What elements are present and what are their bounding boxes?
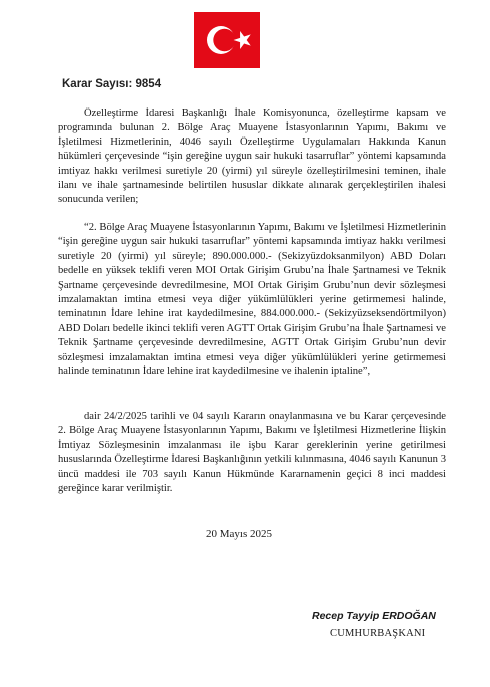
turkish-flag-emblem: [194, 12, 260, 68]
decree-number: Karar Sayısı: 9854: [62, 78, 162, 90]
paragraph-quoted-decision: “2. Bölge Araç Muayene İstasyonlarının Yapımı, Bakımı ve İşletilmesi Hizmetlerinin “işin gereğine uygun sair hukuki tasarruflar” yöntemi kapsamında imtiyaz hakkı verilmesi suretiyle 20 (yirmi) yıl süreyle; 890.000.000.- (Sekizyüzdoksanmilyon) ABD Doları bedelle en yüksek teklifi veren MOI Ortak Girişim Grubu’na İhale Şartnamesi ve Teknik Şartname çerçevesinde devredilmesine, MOI Ortak Girişim Grubu’nun devir sözleşmesi imzalamaktan imtina etmesi veya diğer yükümlülükleri yerine getirmemesi halinde, teminatının İdare lehine irat kaydedilmesine, 884.000.000.- (Sekizyüzseksendörtmilyon) ABD Doları bedelle ikinci teklifi veren AGTT Ortak Girişim Grubu’na İhale Şartnamesi ve Teknik Şartname çerçevesinde devredilmesine, AGTT Ortak Girişim Grubu’nun devir sözleşmesi imzalamaktan imtina etmesi veya diğer yükümlülükleri yerine getirmemesi halinde teminatının İdare lehine irat kaydedilmesine ve ihalenin iptaline”,: [58, 222, 446, 378]
paragraph-resolution: dair 24/2/2025 tarihli ve 04 sayılı Kararın onaylanmasına ve bu Karar çerçevesinde 2. Bölge Araç Muayene İstasyonlarının Yapımı, Bakımı ve İşletilmesi Hizmetlerine İlişkin İmtiyaz Sözleşmesinin imzalanması ile işbu Karar gereklerinin yerine getirilmesi hususlarında Özelleştirme İdaresi Başkanlığının yetkili kılınmasına, 4046 sayılı Kanunun 3 üncü maddesi ile 703 sayılı Kanun Hükmünde Kararnamenin geçici 8 inci maddesi gereğince karar verilmiştir.: [58, 411, 446, 495]
signer-name: Recep Tayyip ERDOĞAN: [312, 610, 436, 622]
paragraph-preamble: Özelleştirme İdaresi Başkanlığı İhale Komisyonunca, özelleştirme kapsam ve programında bulunan 2. Bölge Araç Muayene İstasyonlarının Yapımı, Bakımı ve İşletilmesi Hizmetlerinin, 4046 sayılı Özelleştirme Uygulamaları Hakkında Kanun hükümleri çerçevesinde “işin gereğine uygun sair hukuki tasarruflar” yöntemi kapsamında imtiyaz hakkı verilmesi suretiyle 20 (yirmi) yıl süreyle özelleştirilmesini teminen, ihale ilanı ve ihale şartnamesinde belirtilen hususlar dikkate alınarak gerçekleştirilen ihalesi sonucunda verilen;: [58, 108, 446, 206]
crescent-inner: [213, 29, 235, 51]
decree-date: 20 Mayıs 2025: [206, 528, 272, 540]
signer-title: CUMHURBAŞKANI: [330, 628, 426, 639]
